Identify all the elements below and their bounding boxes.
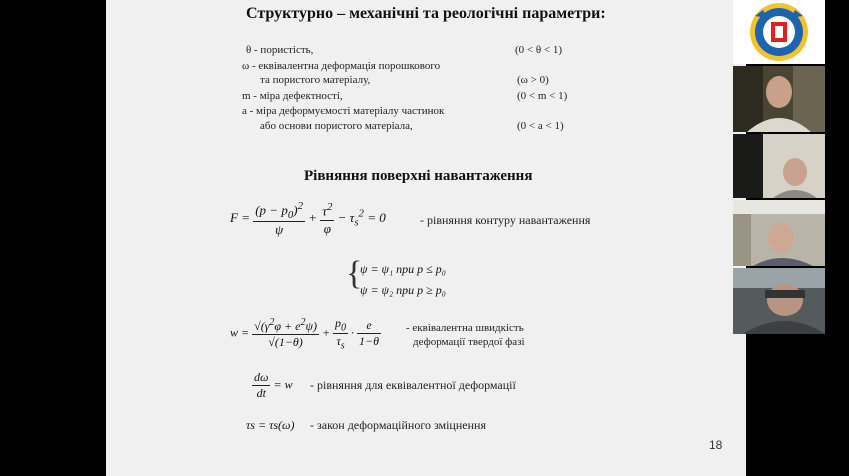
participant-video-3[interactable] [733,200,825,266]
param-deformability-range: (0 < a < 1) [517,120,564,132]
equivalent-rate-desc-2: деформації твердої фазі [413,336,525,348]
param-deformability: a - міра деформуємості матеріалу частинок [242,105,445,117]
load-surface-equation: F = $\frac{(p - p_0)^2}{\psi}$ + $\frac{\tau^2}{\varphi}$ − $\tau_s^2 = 0$ [230,200,386,237]
param-defect-range: (0 < m < 1) [517,90,568,102]
param-deformability-cont: або основи пористого матеріала, [260,120,413,132]
brace-symbol: { [346,255,363,292]
param-porosity: θ - пористість, [246,44,314,56]
equivalent-rate-equation: w = $\frac{√(\gamma^2\varphi + e^2\psi)}{√(1-\theta)}$ + $\frac{p_0}{\tau_s}$ · $\frac{e}{1-\theta}$ [230,316,380,352]
psi-case-1: ψ = ψ₁ при p ≤ p₀ [360,262,446,276]
presentation-slide [106,0,746,476]
person-silhouette-icon [733,66,825,132]
param-porosity-range: (0 < θ < 1) [515,44,563,56]
university-logo-tile[interactable] [733,0,825,64]
university-logo [733,0,825,64]
param-defect: m - міра дефектності, [242,90,343,102]
person-silhouette-icon [733,268,825,334]
deformation-equation: $\frac{d\omega}{dt}$ = w [254,370,293,400]
param-deformation: ω - еквівалентна деформація порошкового [242,60,441,72]
person-silhouette-icon [733,200,825,266]
hardening-equation: τs = τs(ω) [246,418,295,432]
participant-video-2[interactable] [733,134,825,198]
param-deformation-range: (ω > 0) [517,74,549,86]
section-title: Рівняння поверхні навантаження [304,168,533,184]
param-deformation-cont: та пористого матеріалу, [260,74,371,86]
slide-title: Структурно – механічні та реологічні параметри: [246,5,606,22]
hardening-desc: - закон деформаційного зміцнення [310,418,486,432]
load-surface-desc: - рівняння контуру навантаження [420,213,591,227]
page-number: 18 [709,438,723,452]
equivalent-rate-desc-1: - еквівалентна швидкість [406,322,524,334]
psi-case-2: ψ = ψ₂ при p ≥ p₀ [360,283,446,297]
participants-panel [733,0,825,336]
person-silhouette-icon [733,134,825,198]
participant-video-1[interactable] [733,66,825,132]
deformation-desc: - рівняння для еквівалентної деформації [310,378,516,392]
participant-video-4[interactable] [733,268,825,334]
